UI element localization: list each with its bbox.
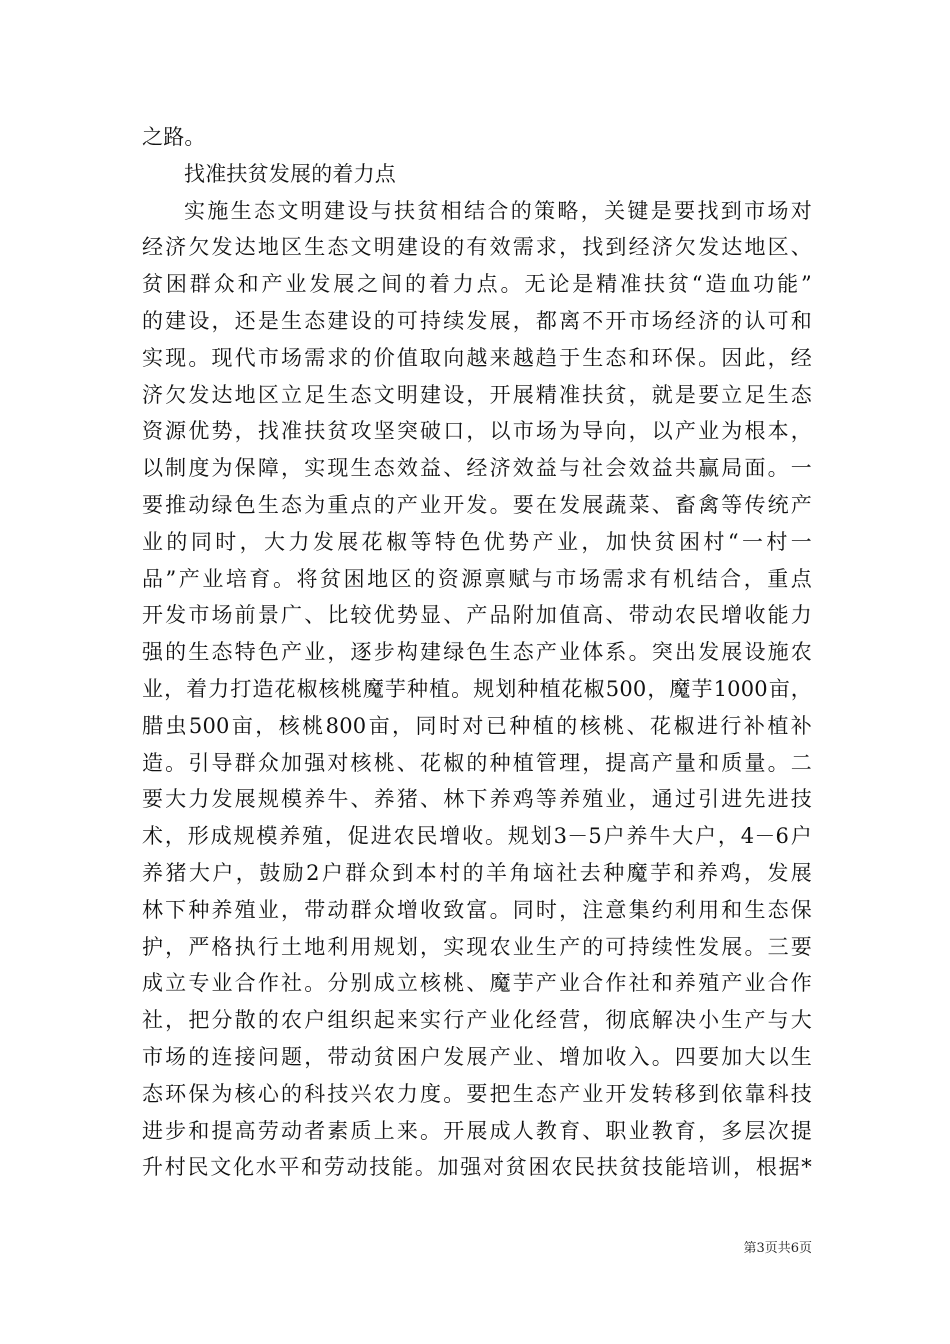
document-body bbox=[142, 119, 812, 1186]
text-line: 资源优势，找准扶贫攻坚突破口，以市场为导向，以产业为根本， bbox=[142, 419, 812, 444]
text-line: 态环保为核心的科技兴农力度。要把生态产业开发转移到依靠科技 bbox=[142, 1081, 812, 1106]
text-line: 护，严格执行土地利用规划，实现农业生产的可持续性发展。三要 bbox=[142, 934, 812, 959]
text-line: 实现。现代市场需求的价值取向越来越趋于生态和环保。因此，经 bbox=[142, 345, 812, 370]
text-line: 业，着力打造花椒核桃魔芋种植。规划种植花椒500，魔芋1000亩， bbox=[142, 676, 812, 701]
text-line: 业的同时，大力发展花椒等特色优势产业，加快贫困村“一村一 bbox=[142, 529, 812, 554]
text-line: 林下种养殖业，带动群众增收致富。同时，注意集约利用和生态保 bbox=[142, 897, 812, 922]
text-line: 升村民文化水平和劳动技能。加强对贫困农民扶贫技能培训，根据* bbox=[142, 1155, 812, 1180]
text-line: 开发市场前景广、比较优势显、产品附加值高、带动农民增收能力 bbox=[142, 603, 812, 628]
text-line: 实施生态文明建设与扶贫相结合的策略，关键是要找到市场对 bbox=[184, 198, 812, 223]
text-line: 养猪大户，鼓励2户群众到本村的羊角垴社去种魔芋和养鸡，发展 bbox=[142, 860, 812, 885]
text-line: 的建设，还是生态建设的可持续发展，都离不开市场经济的认可和 bbox=[142, 308, 812, 333]
text-line: 以制度为保障，实现生态效益、经济效益与社会效益共赢局面。一 bbox=[142, 456, 812, 481]
text-line: 品”产业培育。将贫困地区的资源禀赋与市场需求有机结合，重点 bbox=[142, 566, 812, 591]
text-line: 贫困群众和产业发展之间的着力点。无论是精准扶贫“造血功能” bbox=[142, 272, 812, 297]
text-line: 要大力发展规模养牛、养猪、林下养鸡等养殖业，通过引进先进技 bbox=[142, 787, 812, 812]
text-line: 成立专业合作社。分别成立核桃、魔芋产业合作社和养殖产业合作 bbox=[142, 971, 812, 996]
text-line: 经济欠发达地区生态文明建设的有效需求，找到经济欠发达地区、 bbox=[142, 235, 812, 260]
text-line: 市场的连接问题，带动贫困户发展产业、增加收入。四要加大以生 bbox=[142, 1044, 812, 1069]
section-heading: 找准扶贫发展的着力点 bbox=[184, 161, 396, 186]
text-line: 要推动绿色生态为重点的产业开发。要在发展蔬菜、畜禽等传统产 bbox=[142, 492, 812, 517]
text-line: 进步和提高劳动者素质上来。开展成人教育、职业教育，多层次提 bbox=[142, 1118, 812, 1143]
text-line: 之路。 bbox=[142, 125, 206, 149]
page-number-footer: 第3页共6页 bbox=[743, 1241, 812, 1256]
text-line: 腊虫500亩，核桃800亩，同时对已种植的核桃、花椒进行补植补 bbox=[142, 713, 812, 738]
text-line: 社，把分散的农户组织起来实行产业化经营，彻底解决小生产与大 bbox=[142, 1008, 812, 1033]
text-line: 造。引导群众加强对核桃、花椒的种植管理，提高产量和质量。二 bbox=[142, 750, 812, 775]
text-line: 济欠发达地区立足生态文明建设，开展精准扶贫，就是要立足生态 bbox=[142, 382, 812, 407]
text-line: 术，形成规模养殖，促进农民增收。规划3－5户养牛大户，4－6户 bbox=[142, 824, 812, 849]
text-line: 强的生态特色产业，逐步构建绿色生态产业体系。突出发展设施农 bbox=[142, 640, 812, 665]
